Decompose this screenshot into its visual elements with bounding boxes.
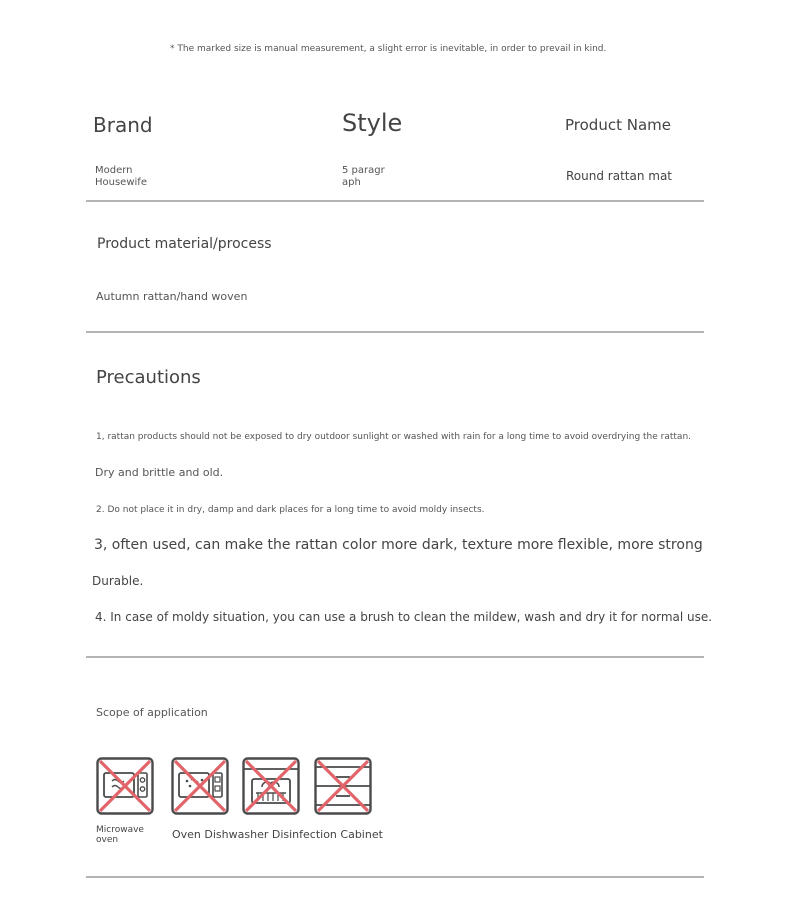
brand-value-line1: Modern (95, 165, 133, 176)
style-value-line1: 5 paragr (342, 165, 385, 176)
precaution-1b: Dry and brittle and old. (95, 466, 224, 479)
microwave-caption-line1: Microwave (96, 825, 144, 835)
disinfection-cabinet-icon (314, 757, 372, 815)
measurement-note: * The marked size is manual measurement, a slight error is inevitable, in order to prevail in kind. (170, 44, 607, 54)
precautions-title: Precautions (96, 367, 201, 388)
brand-label: Brand (93, 113, 153, 137)
precaution-3: 3, often used, can make the rattan color more dark, texture more flexible, more strong (94, 537, 703, 553)
product-name-label: Product Name (565, 116, 671, 134)
style-value (342, 165, 385, 189)
material-label: Product material/process (97, 236, 272, 252)
precaution-2: 2. Do not place it in dry, damp and dark places for a long time to avoid moldy insects. (96, 505, 485, 515)
divider-3 (86, 656, 704, 658)
brand-value-line2: Housewife (95, 177, 147, 188)
divider-4 (86, 876, 704, 878)
dishwasher-icon (242, 757, 300, 815)
product-name-value: Round rattan mat (566, 169, 673, 183)
precaution-3b: Durable. (92, 574, 144, 588)
microwave-icon (96, 757, 154, 815)
precaution-4: 4. In case of moldy situation, you can use a brush to clean the mildew, wash and dry it for normal use. (95, 610, 713, 624)
scope-title: Scope of application (96, 706, 208, 719)
appliances-caption: Oven Dishwasher Disinfection Cabinet (172, 828, 383, 841)
precaution-1: 1, rattan products should not be exposed to dry outdoor sunlight or washed with rain for a long time to avoid overdrying the rattan. (96, 432, 692, 442)
divider-2 (86, 331, 704, 333)
brand-value (95, 165, 147, 189)
style-label: Style (342, 109, 403, 137)
microwave-caption-line2: oven (96, 835, 119, 845)
microwave-caption (96, 825, 144, 845)
style-value-line2: aph (342, 177, 361, 188)
divider-1 (86, 200, 704, 202)
material-value: Autumn rattan/hand woven (96, 290, 248, 303)
oven-icon (171, 757, 229, 815)
